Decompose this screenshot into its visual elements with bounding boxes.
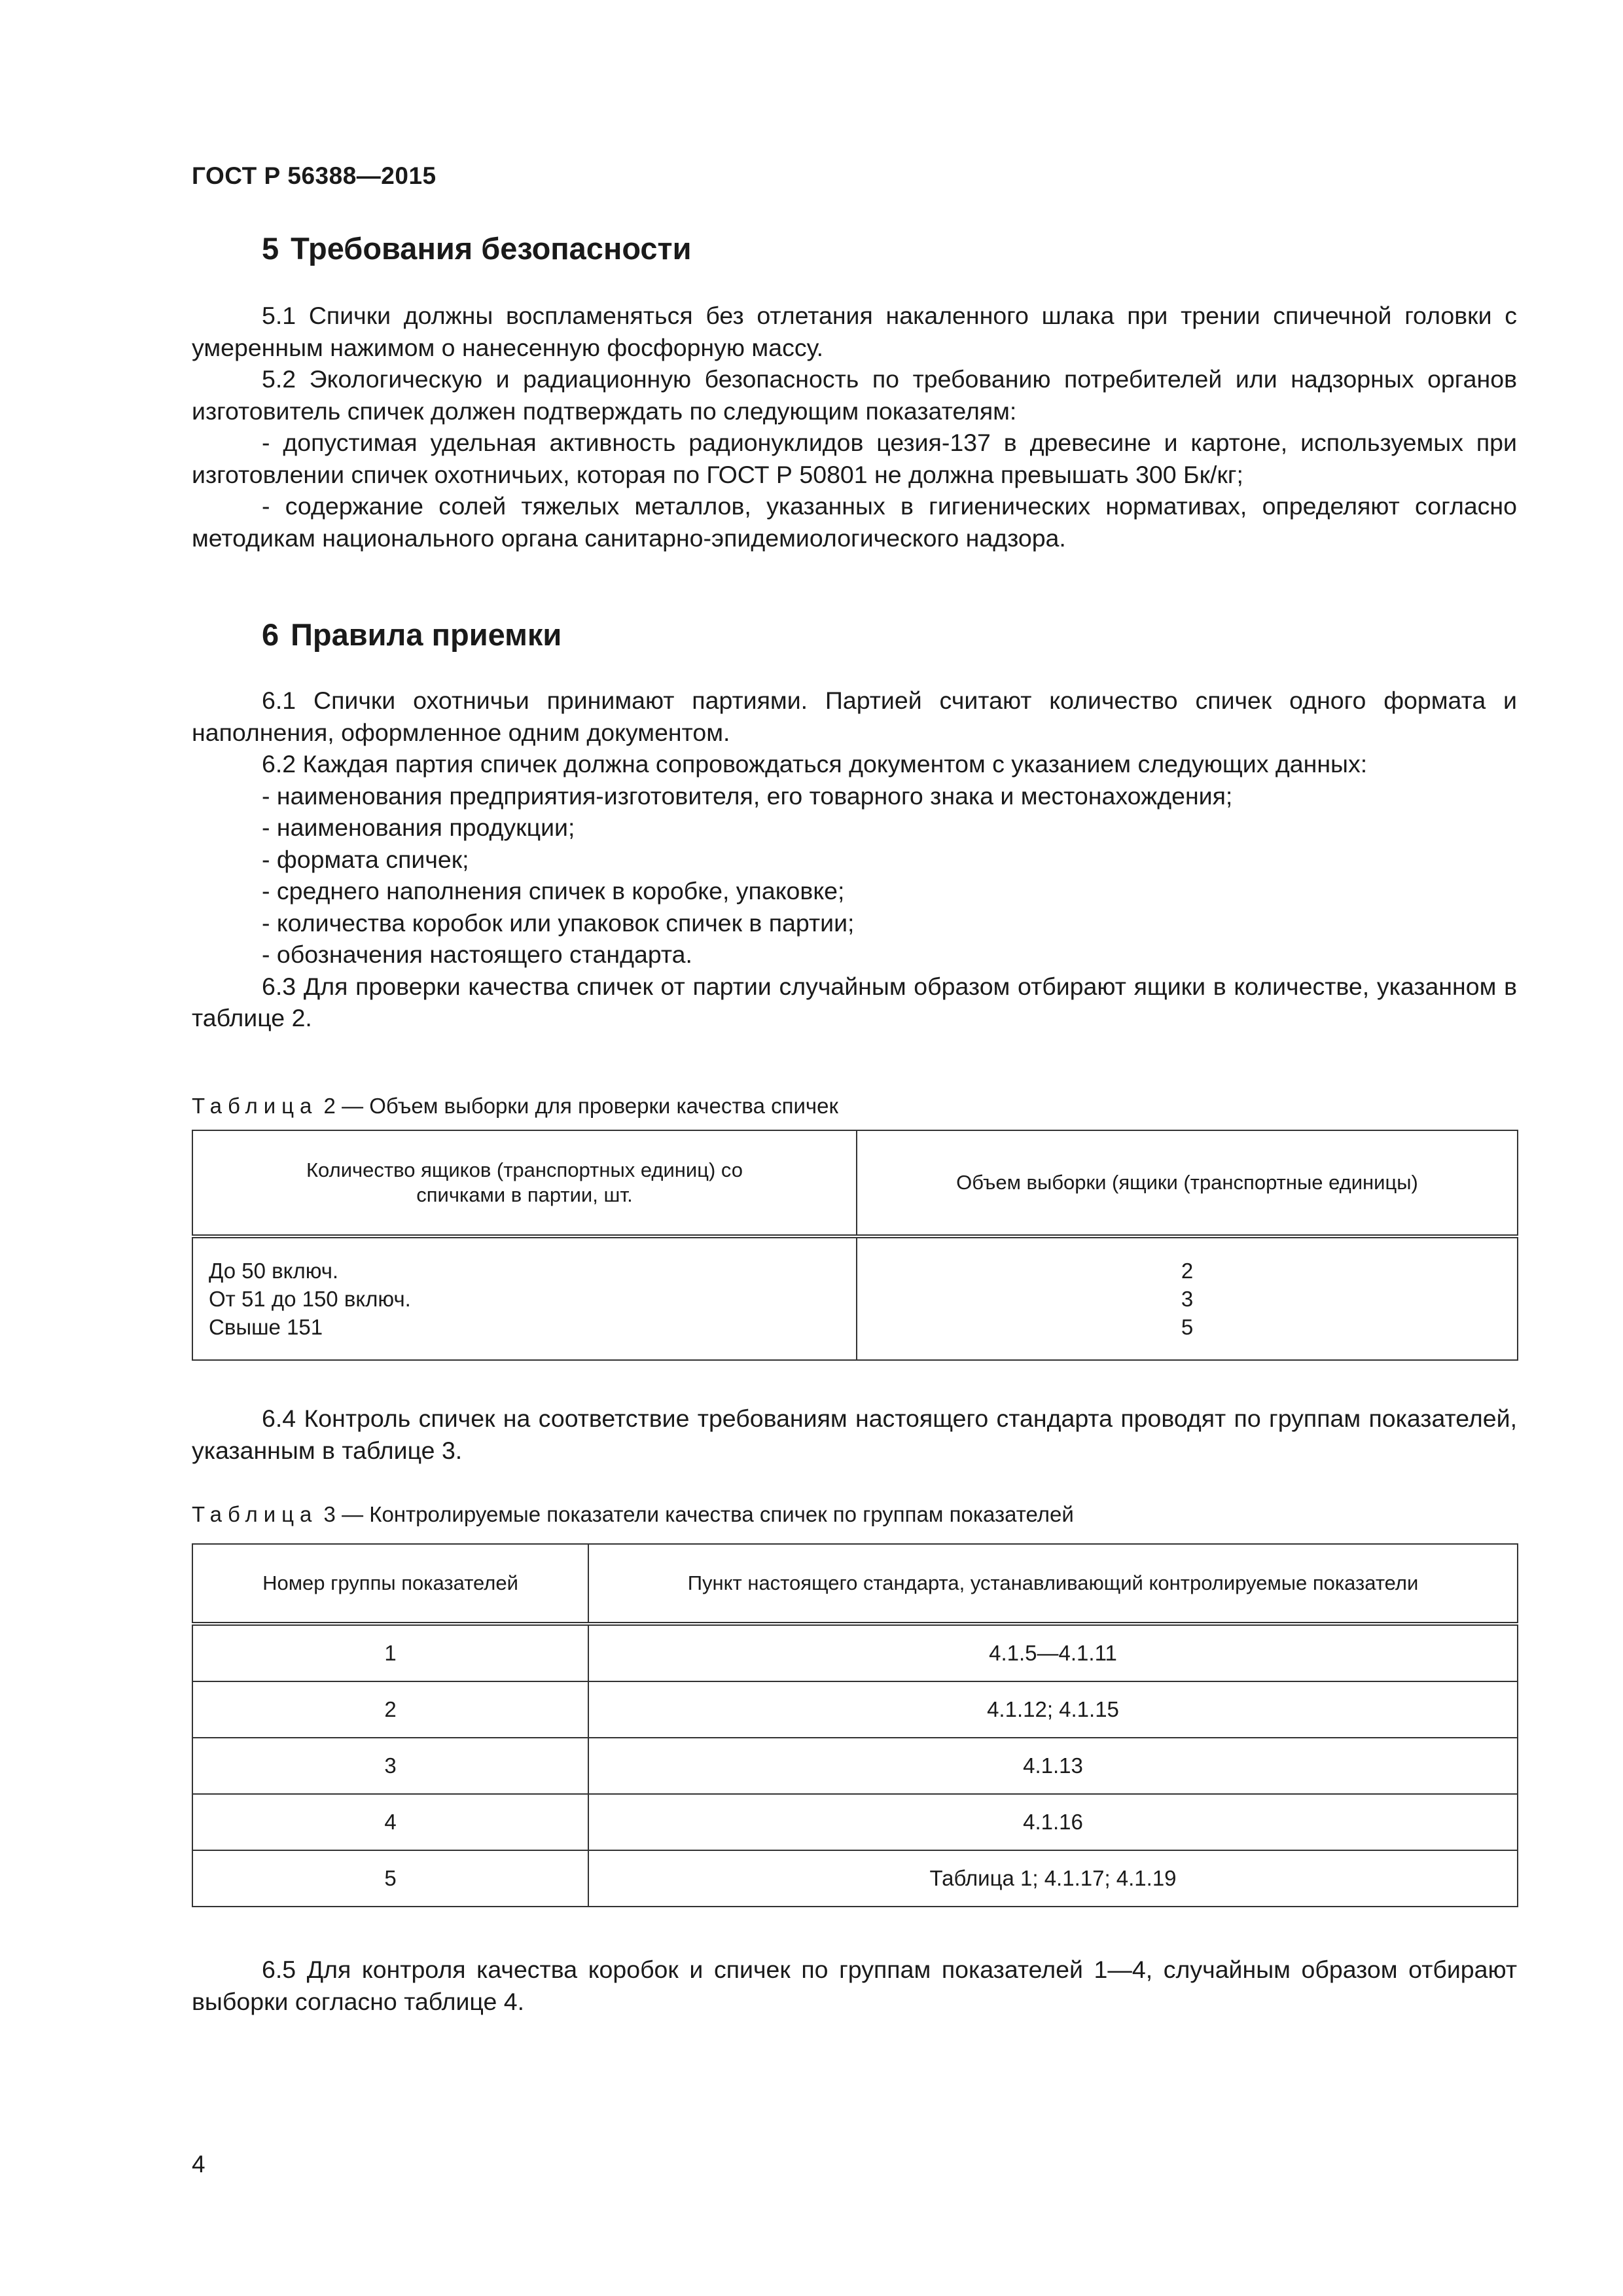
list-item: - допустимая удельная активность радионуклидов цезия-137 в древесине и картоне, используемых при изготовлении спичек охотничьих, которая по ГОСТ Р 50801 не должна превышать 300 Бк/кг; <box>192 429 1517 488</box>
table-2-caption <box>192 1093 838 1119</box>
table-cell: 4 <box>192 1794 588 1850</box>
header-text: Количество ящиков (транспортных единиц) со спичками в партии, шт. <box>306 1158 743 1206</box>
table-header-cell: Пункт настоящего стандарта, устанавливающий контролируемые показатели <box>588 1544 1518 1624</box>
paragraph-5-1: 5.1 Спички должны воспламеняться без отлетания накаленного шлака при трении спичечной головки с умеренным нажимом о нанесенную фосфорную массу. <box>192 302 1517 361</box>
table-label: Таблица <box>192 1094 318 1118</box>
cell-line: 3 <box>1181 1287 1194 1311</box>
cell-line: До 50 включ. <box>209 1259 339 1283</box>
table-header-cell <box>192 1130 857 1236</box>
table-row <box>192 1681 1518 1738</box>
table-header-row <box>192 1544 1518 1624</box>
paragraph-6-1: 6.1 Спички охотничьи принимают партиями. Партией считают количество спичек одного формата и наполнения, оформленное одним документом. <box>192 687 1517 746</box>
table-header-cell: Номер группы показателей <box>192 1544 588 1624</box>
paragraph-6-5: 6.5 Для контроля качества коробок и спичек по группам показателей 1—4, случайным образом отбирают выборки согласно таблице 4. <box>192 1956 1517 2015</box>
list-item: - наименования продукции; <box>262 814 575 841</box>
paragraph-5-2: 5.2 Экологическую и радиационную безопасность по требованию потребителей или надзорных органов изготовитель спичек должен подтверждать по следующим показателям: <box>192 365 1517 425</box>
table-header-row <box>192 1130 1518 1236</box>
table-header-cell: Объем выборки (ящики (транспортные единицы) <box>857 1130 1518 1236</box>
cell-line: 2 <box>1181 1259 1194 1283</box>
list-item: - обозначения настоящего стандарта. <box>262 941 692 968</box>
list-item: - количества коробок или упаковок спичек в партии; <box>262 908 855 937</box>
table-cell: 4.1.16 <box>588 1794 1518 1850</box>
table-cell: 3 <box>192 1738 588 1794</box>
table-row <box>192 1624 1518 1681</box>
section-5-title: Требования безопасности <box>291 231 692 266</box>
table-caption-text: 3 — Контролируемые показатели качества спичек по группам показателей <box>317 1502 1074 1526</box>
table-row <box>192 1850 1518 1907</box>
document-code: ГОСТ Р 56388—2015 <box>192 162 437 189</box>
table-cell: 5 <box>192 1850 588 1907</box>
section-5-number: 5 <box>262 231 279 266</box>
list-item: - наименования предприятия-изготовителя, его товарного знака и местонахождения; <box>262 781 1233 810</box>
section-6-number: 6 <box>262 617 279 652</box>
list-item: - среднего наполнения спичек в коробке, упаковке; <box>262 877 845 905</box>
table-cell: 4.1.5—4.1.11 <box>588 1624 1518 1681</box>
table-cell: 4.1.12; 4.1.15 <box>588 1681 1518 1738</box>
cell-line: 5 <box>1181 1315 1194 1339</box>
section-6-body <box>192 685 1517 1034</box>
paragraph-6-5-block <box>192 1954 1517 2017</box>
cell-line: От 51 до 150 включ. <box>209 1287 411 1311</box>
table-3-caption <box>192 1501 1074 1528</box>
table-cell: Таблица 1; 4.1.17; 4.1.19 <box>588 1850 1518 1907</box>
table-caption-text: 2 — Объем выборки для проверки качества спичек <box>317 1094 838 1118</box>
table-row <box>192 1236 1518 1360</box>
table-label: Таблица <box>192 1502 318 1526</box>
paragraph-6-3: 6.3 Для проверки качества спичек от партии случайным образом отбирают ящики в количестве, указанном в таблице 2. <box>192 972 1517 1031</box>
table-cell <box>192 1236 857 1360</box>
cell-line: Свыше 151 <box>209 1315 323 1339</box>
page-number: 4 <box>192 2151 205 2178</box>
table-cell: 4.1.13 <box>588 1738 1518 1794</box>
paragraph-6-4: 6.4 Контроль спичек на соответствие требованиям настоящего стандарта проводят по группам показателей, указанным в таблице 3. <box>192 1405 1517 1464</box>
list-item: - формата спичек; <box>262 845 469 873</box>
table-3 <box>192 1543 1518 1907</box>
table-row <box>192 1738 1518 1794</box>
paragraph-6-2: 6.2 Каждая партия спичек должна сопровождаться документом с указанием следующих данных: <box>262 750 1368 778</box>
section-5-body <box>192 300 1517 554</box>
list-item: - содержание солей тяжелых металлов, указанных в гигиенических нормативах, определяют согласно методикам национального органа санитарно-эпидемиологического надзора. <box>192 492 1517 552</box>
table-2 <box>192 1130 1518 1361</box>
section-5-heading <box>262 230 691 266</box>
table-cell <box>857 1236 1518 1360</box>
paragraph-6-4-block <box>192 1403 1517 1466</box>
table-cell: 1 <box>192 1624 588 1681</box>
table-row <box>192 1794 1518 1850</box>
section-6-title: Правила приемки <box>291 617 562 652</box>
table-cell: 2 <box>192 1681 588 1738</box>
section-6-heading <box>262 617 562 653</box>
